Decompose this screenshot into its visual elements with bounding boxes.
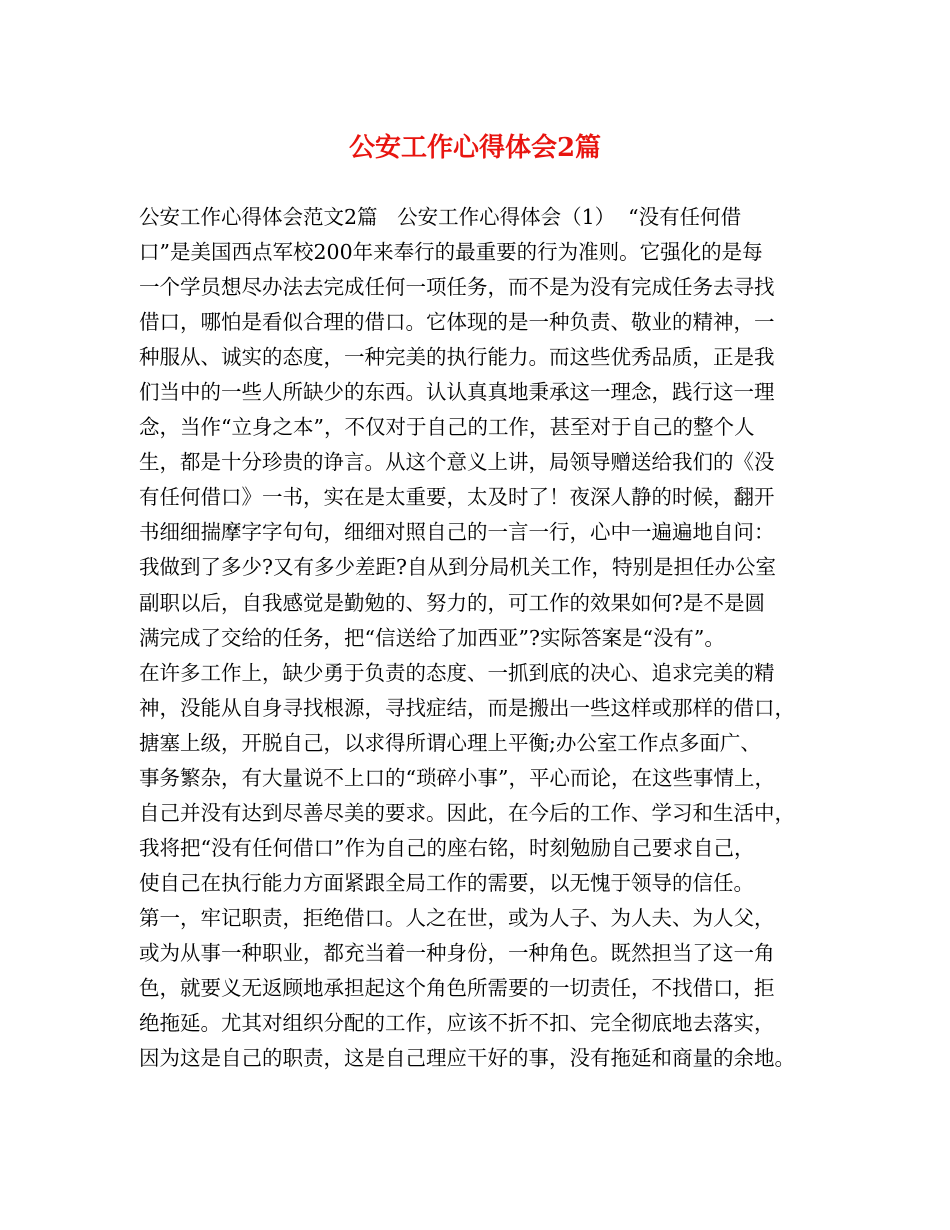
page-title: 公安工作心得体会2篇 [348,133,602,163]
text-line: 因为这是自己的职责，这是自己理应干好的事，没有拖延和商量的余地。 [139,1046,795,1071]
text-line: 我将把“没有任何借口”作为自己的座右铭，时刻勉励自己要求自己， [139,835,755,860]
text-line: 副职以后，自我感觉是勤勉的、努力的，可工作的效果如何?是不是圆 [139,590,765,615]
text-line: 满完成了交给的任务，把“信送给了加西亚”?实际答案是“没有”。 [139,625,725,650]
text-line: 生，都是十分珍贵的诤言。从这个意义上讲，局领导赠送给我们的《没 [139,450,775,475]
text-line: 搪塞上级，开脱自己，以求得所谓心理上平衡;办公室工作点多面广、 [139,730,761,755]
text-line: 种服从、诚实的态度，一种完美的执行能力。而这些优秀品质，正是我 [139,345,775,370]
text-line: 我做到了多少?又有多少差距?自从到分局机关工作，特别是担任办公室 [139,555,776,580]
text-line: 口”是美国西点军校200年来奉行的最重要的行为准则。它强化的是每 [139,240,763,265]
text-line: 有任何借口》一书，实在是太重要，太及时了！夜深人静的时候，翻开 [139,485,775,510]
text-line: 第一，牢记职责，拒绝借口。人之在世，或为人子、为人夫、为人父， [139,905,775,930]
text-line: 使自己在执行能力方面紧跟全局工作的需要，以无愧于领导的信任。 [139,870,754,895]
text-line: 一个学员想尽办法去完成任何一项任务，而不是为没有完成任务去寻找 [139,275,775,300]
text-line: 色，就要义无返顾地承担起这个角色所需要的一切责任，不找借口，拒 [139,976,775,1001]
text-line: 自己并没有达到尽善尽美的要求。因此，在今后的工作、学习和生活中， [139,800,795,825]
text-line: 借口，哪怕是看似合理的借口。它体现的是一种负责、敬业的精神，一 [139,310,775,335]
body-text [139,200,829,1076]
text-line: 公安工作心得体会范文2篇 公安工作心得体会（1） “没有任何借 [139,205,742,229]
text-line: 在许多工作上，缺少勇于负责的态度、一抓到底的决心、追求完美的精 [139,660,775,685]
text-line: 念，当作“立身之本”，不仅对于自己的工作，甚至对于自己的整个人 [139,415,755,440]
text-line: 书细细揣摩字字句句，细细对照自己的一言一行，心中一遍遍地自问： [139,520,775,545]
text-line: 绝拖延。尤其对组织分配的工作，应该不折不扣、完全彻底地去落实， [139,1011,775,1036]
text-line: 神，没能从自身寻找根源，寻找症结，而是搬出一些这样或那样的借口， [139,695,795,720]
text-line: 事务繁杂，有大量说不上口的“琐碎小事”，平心而论，在这些事情上， [139,765,775,790]
text-line: 或为从事一种职业，都充当着一种身份，一种角色。既然担当了这一角 [139,940,775,965]
text-line: 们当中的一些人所缺少的东西。认认真真地秉承这一理念，践行这一理 [139,380,775,405]
